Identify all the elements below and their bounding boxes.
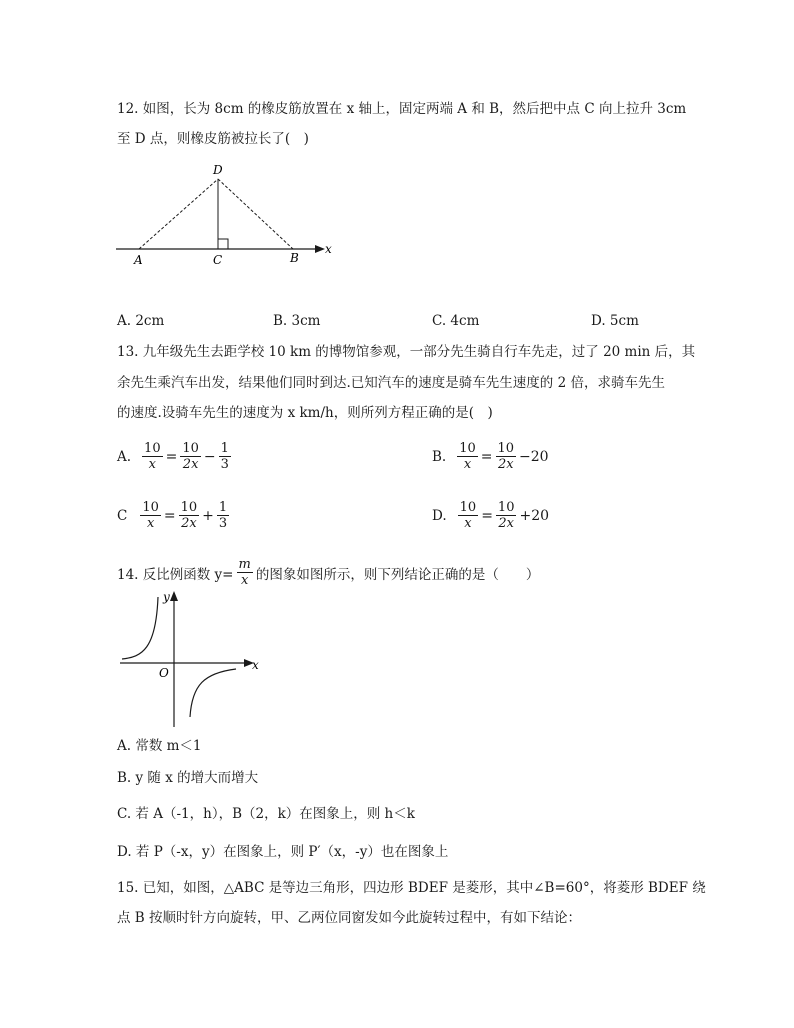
fraction: $\frac{10}{x}$ xyxy=(142,500,159,531)
q13-option-d: D. $\frac{10}{x}$ = $\frac{10}{2x}$ +20 xyxy=(432,500,550,531)
label-A: A xyxy=(134,253,143,267)
fraction: $\frac{10}{2x}$ xyxy=(180,500,198,531)
q14-stem: 14. 反比例函数 y= $\frac{m}{x}$ 的图象如图所示，则下列结论正确的是（ ） xyxy=(117,557,540,588)
q12-line1: 12. 如图，长为 8cm 的橡皮筋放置在 x 轴上，固定两端 A 和 B，然后把中点 C 向上拉升 3cm xyxy=(117,101,687,117)
label-x: x xyxy=(252,658,259,672)
q14-figure xyxy=(118,585,268,730)
fraction: $\frac{1}{3}$ xyxy=(220,441,229,472)
q13-option-a: A. $\frac{10}{x}$ = $\frac{10}{2x}$ − $\frac{1}{3}$ xyxy=(117,441,229,472)
q14-option-c: C. 若 A（-1，h），B（2，k）在图象上，则 h＜k xyxy=(117,806,415,822)
label-y: y xyxy=(163,590,170,604)
fraction: $\frac{10}{2x}$ xyxy=(497,441,515,472)
q12-option-c: C. 4cm xyxy=(432,313,480,329)
y-axis-arrow xyxy=(170,591,178,601)
fraction: $\frac{10}{x}$ xyxy=(144,441,161,472)
fraction: $\frac{1}{3}$ xyxy=(218,500,228,531)
q13-line1: 13. 九年级先生去距学校 10 km 的博物馆参观，一部分先生骑自行车先走，过了 20 min 后，其 xyxy=(117,344,696,360)
segment-AD xyxy=(139,179,218,249)
segment-DB xyxy=(218,179,293,249)
right-angle-mark xyxy=(218,239,228,249)
x-axis-arrow xyxy=(315,245,325,253)
q12-option-a: A. 2cm xyxy=(117,313,165,329)
label-O: O xyxy=(159,666,169,680)
q14-option-d: D. 若 P（-x，y）在图象上，则 P′（x，-y）也在图象上 xyxy=(117,844,449,860)
q12-option-d: D. 5cm xyxy=(591,313,639,329)
fraction: $\frac{10}{2x}$ xyxy=(497,500,515,531)
option-label: D. xyxy=(432,507,447,524)
fraction: $\frac{10}{x}$ xyxy=(459,441,476,472)
q13-option-c: C $\frac{10}{x}$ = $\frac{10}{2x}$ + $\frac{1}{3}$ xyxy=(117,500,228,531)
label-D: D xyxy=(213,163,223,177)
label-B: B xyxy=(290,251,299,265)
label-x: x xyxy=(325,242,332,256)
q13-line3: 的速度.设骑车先生的速度为 x km/h，则所列方程正确的是( ) xyxy=(117,405,493,421)
hyperbola-branch-lower-right xyxy=(190,669,236,717)
q12-option-b: B. 3cm xyxy=(273,313,321,329)
q12-figure xyxy=(110,160,340,270)
q12-line2: 至 D 点，则橡皮筋被拉长了( ) xyxy=(117,131,309,147)
option-label: B. xyxy=(432,448,447,465)
fraction: $\frac{10}{2x}$ xyxy=(182,441,199,472)
q15-line1: 15. 已知，如图，△ABC 是等边三角形，四边形 BDEF 是菱形，其中∠B=60°，将菱形 BDEF 绕 xyxy=(117,880,706,896)
q14-option-a: A. 常数 m＜1 xyxy=(117,738,202,754)
option-label: C xyxy=(117,507,128,524)
q15-line2: 点 B 按顺时针方向旋转，甲、乙两位同窗发如今此旋转过程中，有如下结论： xyxy=(117,910,582,926)
q13-line2: 余先生乘汽车出发，结果他们同时到达.已知汽车的速度是骑车先生速度的 2 倍，求骑车先生 xyxy=(117,375,665,391)
fraction: $\frac{10}{x}$ xyxy=(459,500,477,531)
q14-option-b: B. y 随 x 的增大而增大 xyxy=(117,770,259,786)
fraction: $\frac{m}{x}$ xyxy=(238,557,251,588)
hyperbola-branch-upper-left xyxy=(122,597,158,659)
q13-option-b: B. $\frac{10}{x}$ = $\frac{10}{2x}$ −20 xyxy=(432,441,549,472)
option-label: A. xyxy=(117,448,132,465)
label-C: C xyxy=(213,253,223,267)
